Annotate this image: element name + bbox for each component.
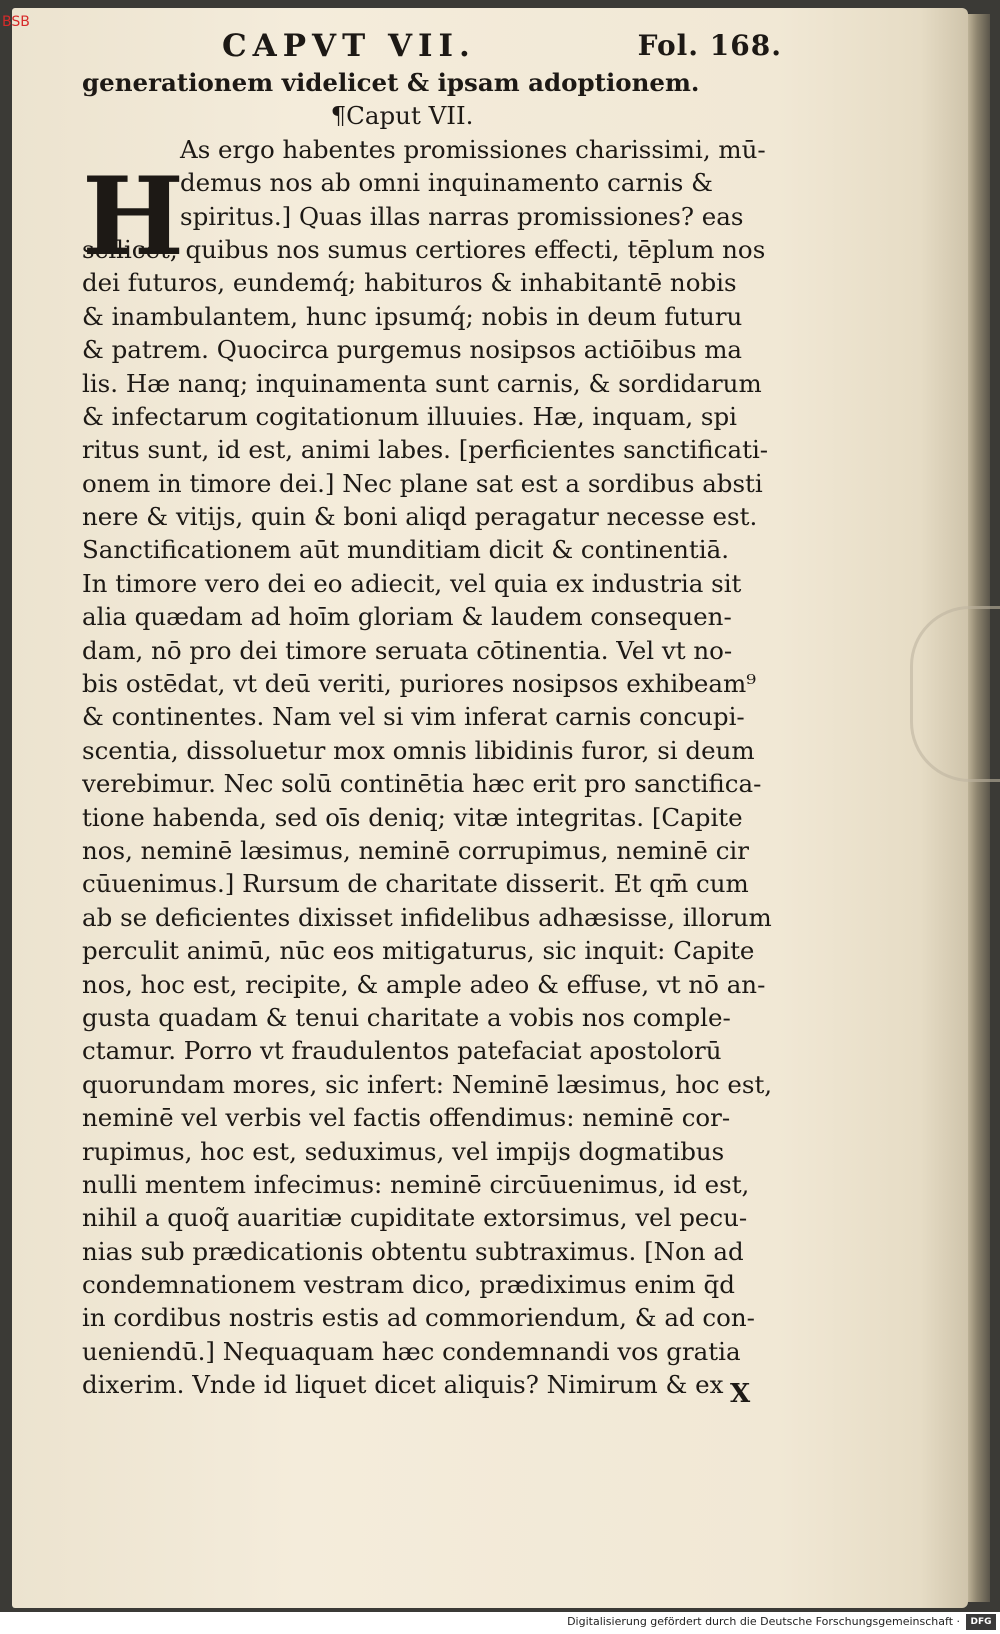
footer-credit: Digitalisierung gefördert durch die Deutsche Forschungsgemeinschaft · bbox=[567, 1615, 960, 1628]
chapter-caption: ¶Caput VII. bbox=[330, 101, 474, 131]
digitization-footer bbox=[0, 1612, 1000, 1634]
page-text-block bbox=[82, 26, 782, 1409]
text-line: nos, neminē læsimus, neminē corrupimus, neminē cir bbox=[82, 835, 749, 865]
header-folio: Fol. 168. bbox=[637, 29, 782, 62]
library-stamp: BSB bbox=[2, 14, 30, 30]
text-line: demus nos ab omni inquinamento carnis & bbox=[180, 168, 713, 198]
text-line: & infectarum cogitationum illuuies. Hæ, inquam, spi bbox=[82, 401, 738, 431]
text-line: rupimus, hoc est, seduximus, vel impijs dogmatibus bbox=[82, 1136, 725, 1166]
text-line: & patrem. Quocirca purgemus nosipsos actiōibus ma bbox=[82, 335, 743, 365]
text-line: scentia, dissoluetur mox omnis libidinis furor, si deum bbox=[82, 735, 755, 765]
text-line: spiritus.] Quas illas narras promissiones? eas bbox=[180, 201, 744, 231]
text-line: quorundam mores, sic infert: Neminē læsimus, hoc est, bbox=[82, 1069, 773, 1099]
text-line: nias sub prædicationis obtentu subtraximus. [Non ad bbox=[82, 1236, 744, 1266]
text-line: generationem videlicet & ipsam adoptionem. bbox=[82, 68, 700, 97]
text-line: nos, hoc est, recipite, & ample adeo & effuse, vt nō an- bbox=[82, 969, 766, 999]
text-line: nulli mentem infecimus: neminē circūuenimus, id est, bbox=[82, 1169, 750, 1199]
text-line: Sanctificationem aūt munditiam dicit & continentiā. bbox=[82, 535, 729, 565]
text-line: perculit animū, nūc eos mitigaturus, sic inquit: Capite bbox=[82, 936, 755, 966]
text-line: As ergo habentes promissiones charissimi, mū- bbox=[180, 134, 766, 164]
text-line: dei futuros, eundemq́; habituros & inhabitantē nobis bbox=[82, 268, 737, 298]
header-chapter: CAPVT VII. bbox=[222, 28, 476, 64]
text-line: ab se deficientes dixisset infidelibus adhæsisse, illorum bbox=[82, 902, 772, 932]
text-line: dixerim. Vnde id liquet dicet aliquis? Nimirum & ex bbox=[82, 1370, 724, 1400]
text-line: neminē vel verbis vel factis offendimus: neminē cor- bbox=[82, 1103, 731, 1133]
text-line: In timore vero dei eo adiecit, vel quia ex industria sit bbox=[82, 568, 742, 598]
text-line: scilicet, quibus nos sumus certiores effecti, tēplum nos bbox=[82, 234, 766, 264]
page-clip-shadow bbox=[910, 606, 1000, 782]
text-line: alia quædam ad hoīm gloriam & laudem consequen- bbox=[82, 602, 732, 632]
text-line: tione habenda, sed oīs deniq; vitæ integritas. [Capite bbox=[82, 802, 743, 832]
text-line: ctamur. Porro vt fraudulentos patefaciat apostolorū bbox=[82, 1036, 722, 1066]
text-line: nere & vitijs, quin & boni aliqd peragatur necesse est. bbox=[82, 502, 758, 532]
text-line: bis ostēdat, vt deū veriti, puriores nosipsos exhibeam⁹ bbox=[82, 669, 757, 699]
text-line: in cordibus nostris estis ad commoriendum, & ad con- bbox=[82, 1303, 755, 1333]
text-line: ueniendū.] Nequaquam hæc condemnandi vos gratia bbox=[82, 1336, 741, 1366]
text-line: lis. Hæ nanq; inquinamenta sunt carnis, & sordidarum bbox=[82, 368, 762, 398]
running-header bbox=[82, 26, 782, 66]
text-line: onem in timore dei.] Nec plane sat est a sordibus absti bbox=[82, 468, 763, 498]
text-line: & inambulantem, hunc ipsumq́; nobis in deum futuru bbox=[82, 301, 743, 331]
dfg-logo: DFG bbox=[966, 1614, 996, 1630]
text-line: verebimur. Nec solū continētia hæc erit pro sanctifica- bbox=[82, 769, 762, 799]
drop-cap-initial: H bbox=[82, 154, 185, 280]
text-line: dam, nō pro dei timore seruata cōtinentia. Vel vt no- bbox=[82, 635, 733, 665]
text-line: condemnationem vestram dico, prædiximus enim q̄d bbox=[82, 1270, 735, 1300]
signature-mark: X bbox=[730, 1379, 751, 1409]
text-line: & continentes. Nam vel si vim inferat carnis concupi- bbox=[82, 702, 745, 732]
text-line: ritus sunt, id est, animi labes. [perficientes sanctificati- bbox=[82, 435, 769, 465]
text-line: cūuenimus.] Rursum de charitate disserit. Et qm̄ cum bbox=[82, 869, 749, 899]
text-line: gusta quadam & tenui charitate a vobis nos comple- bbox=[82, 1002, 731, 1032]
page-edge bbox=[968, 14, 990, 1602]
text-line: nihil a quoq̃ auaritiæ cupiditate extorsimus, vel pecu- bbox=[82, 1203, 748, 1233]
